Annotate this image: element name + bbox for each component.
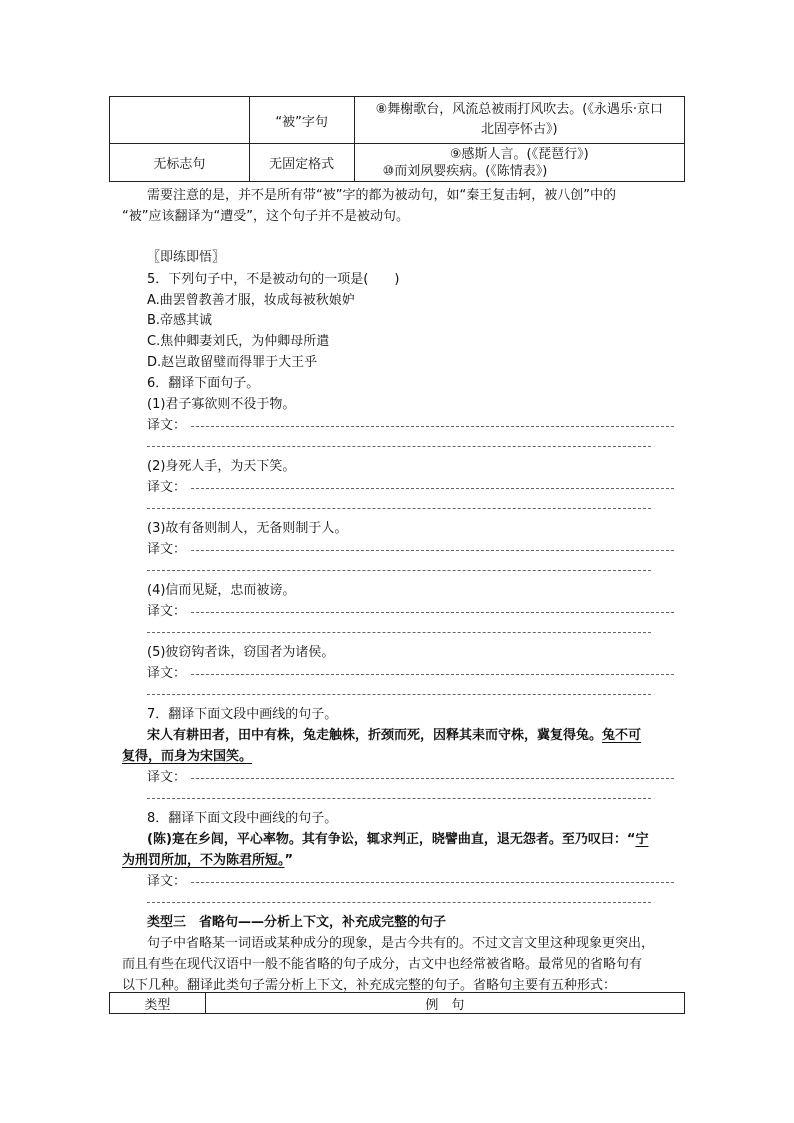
table-cell-example [354, 144, 684, 182]
table-cell-type [110, 97, 250, 144]
question-7-stem: 7．翻译下面文段中画线的句子。 [147, 707, 338, 722]
sentence-item: (1)君子寡欲则不役于物。 [147, 397, 296, 412]
section-paragraph-line: 以下几种。翻译此类句子需分析上下文，补充成完整的句子。省略句主要有五种形式： [122, 978, 617, 993]
answer-label: 译文： [147, 604, 187, 619]
answer-line[interactable] [191, 778, 674, 779]
passage-line: 宋人有耕田者，田中有株，兔走触株，折颈而死，因释其耒而守株，冀复得兔。兔不可 [147, 728, 642, 743]
table-cell-form: “被”字句 [249, 97, 354, 144]
sentence-type-table [109, 96, 685, 182]
passage-line: 为刑罚所加，不为陈君所短。” [122, 853, 294, 868]
sentence-item: (4)信而见疑，忠而被谤。 [147, 583, 296, 598]
option-d: D.赵岂敢留璧而得罪于大王乎 [147, 355, 318, 370]
answer-line[interactable] [147, 570, 651, 571]
answer-label: 译文： [147, 418, 187, 433]
option-b: B.帝感其诚 [147, 313, 213, 328]
note-line: 需要注意的是，并不是所有带“被”字的都为被动句，如“秦王复击轲，被八创”中的 [147, 188, 616, 203]
table-header-type: 类型 [110, 993, 206, 1014]
answer-line[interactable] [191, 488, 674, 489]
option-c: C.焦仲卿妻刘氏，为仲卿母所遣 [147, 334, 330, 349]
omission-type-table [109, 992, 685, 1014]
table-cell-type: 无标志句 [110, 144, 250, 182]
practice-heading: 〖即练即悟〗 [147, 250, 226, 265]
example-text: ⑧舞榭歌台，风流总被雨打风吹去。(《永遇乐·京口 北固亭怀古》) [375, 102, 663, 137]
note-line: “被”应该翻译为“遭受”，这个句子并不是被动句。 [122, 209, 409, 224]
answer-line[interactable] [147, 798, 651, 799]
answer-line[interactable] [147, 508, 651, 509]
passage-line-underlined: 复得，而身为宋国笑。 [122, 749, 253, 764]
answer-line[interactable] [147, 632, 651, 633]
table-cell-form: 无固定格式 [249, 144, 354, 182]
answer-line[interactable] [191, 612, 674, 613]
option-a: A.曲罢曾教善才服，妆成每被秋娘妒 [147, 293, 355, 308]
sentence-item: (3)故有备则制人，无备则制于人。 [147, 521, 348, 536]
section-heading: 类型三 省略句——分析上下文，补充成完整的句子 [147, 915, 447, 930]
question-5-stem: 5．下列句子中，不是被动句的一项是( ) [147, 272, 400, 287]
example-text: ⑨感斯人言。(《琵琶行》) ⑩而刘夙婴疾病。(《陈情表》) [382, 146, 589, 179]
answer-label: 译文： [147, 770, 187, 785]
answer-line[interactable] [191, 426, 674, 427]
question-8-stem: 8．翻译下面文段中画线的句子。 [147, 811, 338, 826]
passage-line: (陈)寔在乡闾，平心率物。其有争讼，辄求判正，晓譬曲直，退无怨者。至乃叹曰：“宁 [147, 832, 649, 847]
sentence-item: (5)彼窃钩者诛，窃国者为诸侯。 [147, 645, 335, 660]
answer-line[interactable] [147, 446, 651, 447]
answer-line[interactable] [147, 694, 651, 695]
answer-line[interactable] [191, 674, 674, 675]
answer-line[interactable] [191, 550, 674, 551]
answer-label: 译文： [147, 542, 187, 557]
answer-line[interactable] [147, 902, 651, 903]
answer-label: 译文： [147, 874, 187, 889]
answer-line[interactable] [191, 882, 674, 883]
question-6-stem: 6．翻译下面句子。 [147, 376, 260, 391]
section-paragraph-line: 而且有些在现代汉语中一般不能省略的句子成分，古文中也经常被省略。最常见的省略句有 [122, 957, 643, 972]
table-cell-example [354, 97, 684, 144]
answer-label: 译文： [147, 480, 187, 495]
section-paragraph-line: 句子中省略某一词语或某种成分的现象，是古今共有的。不过文言文里这种现象更突出， [147, 936, 655, 951]
sentence-item: (2)身死人手，为天下笑。 [147, 459, 296, 474]
table-header-example: 例 句 [205, 993, 684, 1014]
answer-label: 译文： [147, 666, 187, 681]
